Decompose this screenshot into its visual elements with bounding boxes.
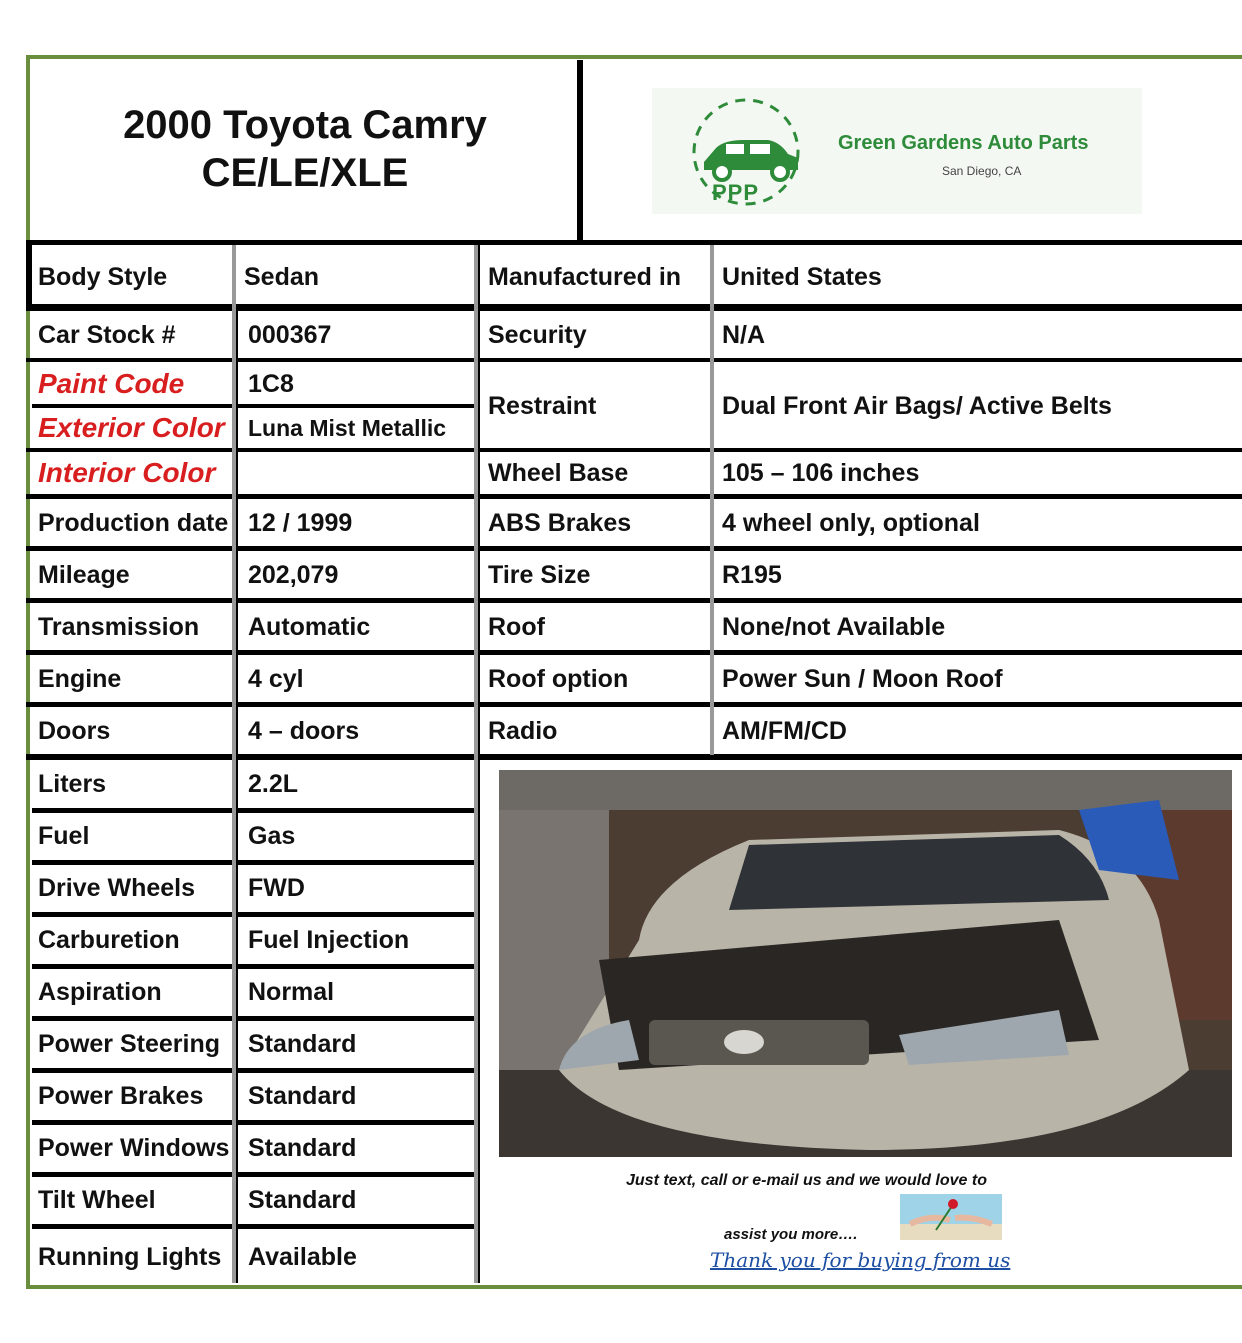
company-location: San Diego, CA <box>942 164 1022 178</box>
row-rule <box>32 1224 478 1229</box>
spec-label: Roof option <box>488 665 629 693</box>
spec-label: Aspiration <box>38 978 162 1006</box>
spec-value: Gas <box>248 822 296 850</box>
spec-label: Power Steering <box>38 1030 220 1058</box>
spec-value: 1C8 <box>248 370 294 398</box>
thank-you-note: Thank you for buying from us <box>710 1248 1011 1272</box>
spec-value: Available <box>248 1243 357 1271</box>
spec-value: Luna Mist Metallic <box>248 415 447 441</box>
spec-value: 4 cyl <box>248 665 304 693</box>
page-title <box>32 60 578 238</box>
spec-value: 105 – 106 inches <box>722 459 920 487</box>
row-rule <box>32 912 478 917</box>
car-photo <box>499 770 1232 1157</box>
spec-label: Engine <box>38 665 122 693</box>
header-divider <box>577 60 583 240</box>
spec-value: United States <box>722 263 882 291</box>
spec-label: ABS Brakes <box>488 509 632 537</box>
spec-label: Production date <box>38 509 229 537</box>
table-top-rule <box>26 240 1242 245</box>
col-separator <box>710 245 714 755</box>
spec-value: Sedan <box>244 263 320 291</box>
spec-label: Tire Size <box>488 561 591 589</box>
contact-message: Just text, call or e-mail us and we would love to <box>626 1172 987 1189</box>
spec-label: Liters <box>38 770 107 798</box>
spec-value: AM/FM/CD <box>722 717 847 745</box>
spec-value: N/A <box>722 321 766 349</box>
company-logo <box>652 88 1142 214</box>
spec-value: 000367 <box>248 321 332 349</box>
spec-label: Tilt Wheel <box>38 1186 156 1214</box>
row-rule <box>32 1068 478 1073</box>
row-rule <box>32 1016 478 1021</box>
row-rule <box>32 964 478 969</box>
car-photo-image <box>499 770 1232 1157</box>
spec-label: Security <box>488 321 587 349</box>
logo-badge: PPP <box>712 180 760 205</box>
spec-value <box>242 452 478 494</box>
spec-label: Drive Wheels <box>38 874 196 902</box>
spec-value: Standard <box>248 1082 357 1110</box>
spec-value: Automatic <box>248 613 371 641</box>
spec-value: Standard <box>248 1134 357 1162</box>
spec-label: Transmission <box>38 613 200 641</box>
row-rule <box>26 546 1242 551</box>
spec-value: 4 wheel only, optional <box>722 509 980 537</box>
row-rule <box>32 1172 478 1177</box>
company-name: Green Gardens Auto Parts <box>838 132 1089 154</box>
spec-label: Fuel <box>38 822 90 850</box>
col-separator <box>478 245 480 1283</box>
spec-value: 12 / 1999 <box>248 509 353 537</box>
spec-value: Power Sun / Moon Roof <box>722 665 1003 693</box>
spec-label-highlight: Interior Color <box>38 457 216 488</box>
spec-value: FWD <box>248 874 305 902</box>
spec-value: 202,079 <box>248 561 339 589</box>
contact-message-cont: assist you more…. <box>724 1226 858 1243</box>
spec-label: Manufactured in <box>488 263 682 291</box>
spec-label: Mileage <box>38 561 130 589</box>
spec-label: Restraint <box>488 392 597 420</box>
row-rule <box>32 1120 478 1125</box>
spec-label: Wheel Base <box>488 459 629 487</box>
row-rule <box>26 598 1242 603</box>
row-rule <box>26 702 1242 707</box>
spec-value: 4 – doors <box>248 717 360 745</box>
spec-label: Roof <box>488 613 545 641</box>
spec-label: Radio <box>488 717 558 745</box>
spec-label-highlight: Exterior Color <box>38 412 225 443</box>
spec-value: Dual Front Air Bags/ Active Belts <box>722 392 1112 420</box>
title-line-2: CE/LE/XLE <box>201 151 409 195</box>
spec-label: Power Brakes <box>38 1082 204 1110</box>
spec-label: Doors <box>38 717 111 745</box>
spec-label: Body Style <box>38 263 168 291</box>
spec-label: Running Lights <box>38 1243 222 1271</box>
spec-label-highlight: Paint Code <box>38 368 185 399</box>
title-line-1: 2000 Toyota Camry <box>123 103 487 147</box>
spec-value: Standard <box>248 1186 357 1214</box>
spec-label: Power Windows <box>38 1134 230 1162</box>
spec-value: Normal <box>248 978 335 1006</box>
row-rule <box>26 494 1242 499</box>
spec-value: R195 <box>722 561 782 589</box>
row-rule <box>26 650 1242 655</box>
row-rule <box>26 754 1242 760</box>
spec-value: Standard <box>248 1030 357 1058</box>
spec-label: Carburetion <box>38 926 180 954</box>
spec-value: 2.2L <box>248 770 299 798</box>
rose-handoff-icon <box>900 1194 1002 1240</box>
row-rule <box>32 860 478 865</box>
row-rule <box>26 358 1242 362</box>
row-rule <box>32 808 478 813</box>
spec-value: Fuel Injection <box>248 926 410 954</box>
col-separator <box>236 310 238 1283</box>
spec-value: None/not Available <box>722 613 946 641</box>
spec-label: Car Stock # <box>38 321 176 349</box>
row-rule <box>26 304 1242 311</box>
